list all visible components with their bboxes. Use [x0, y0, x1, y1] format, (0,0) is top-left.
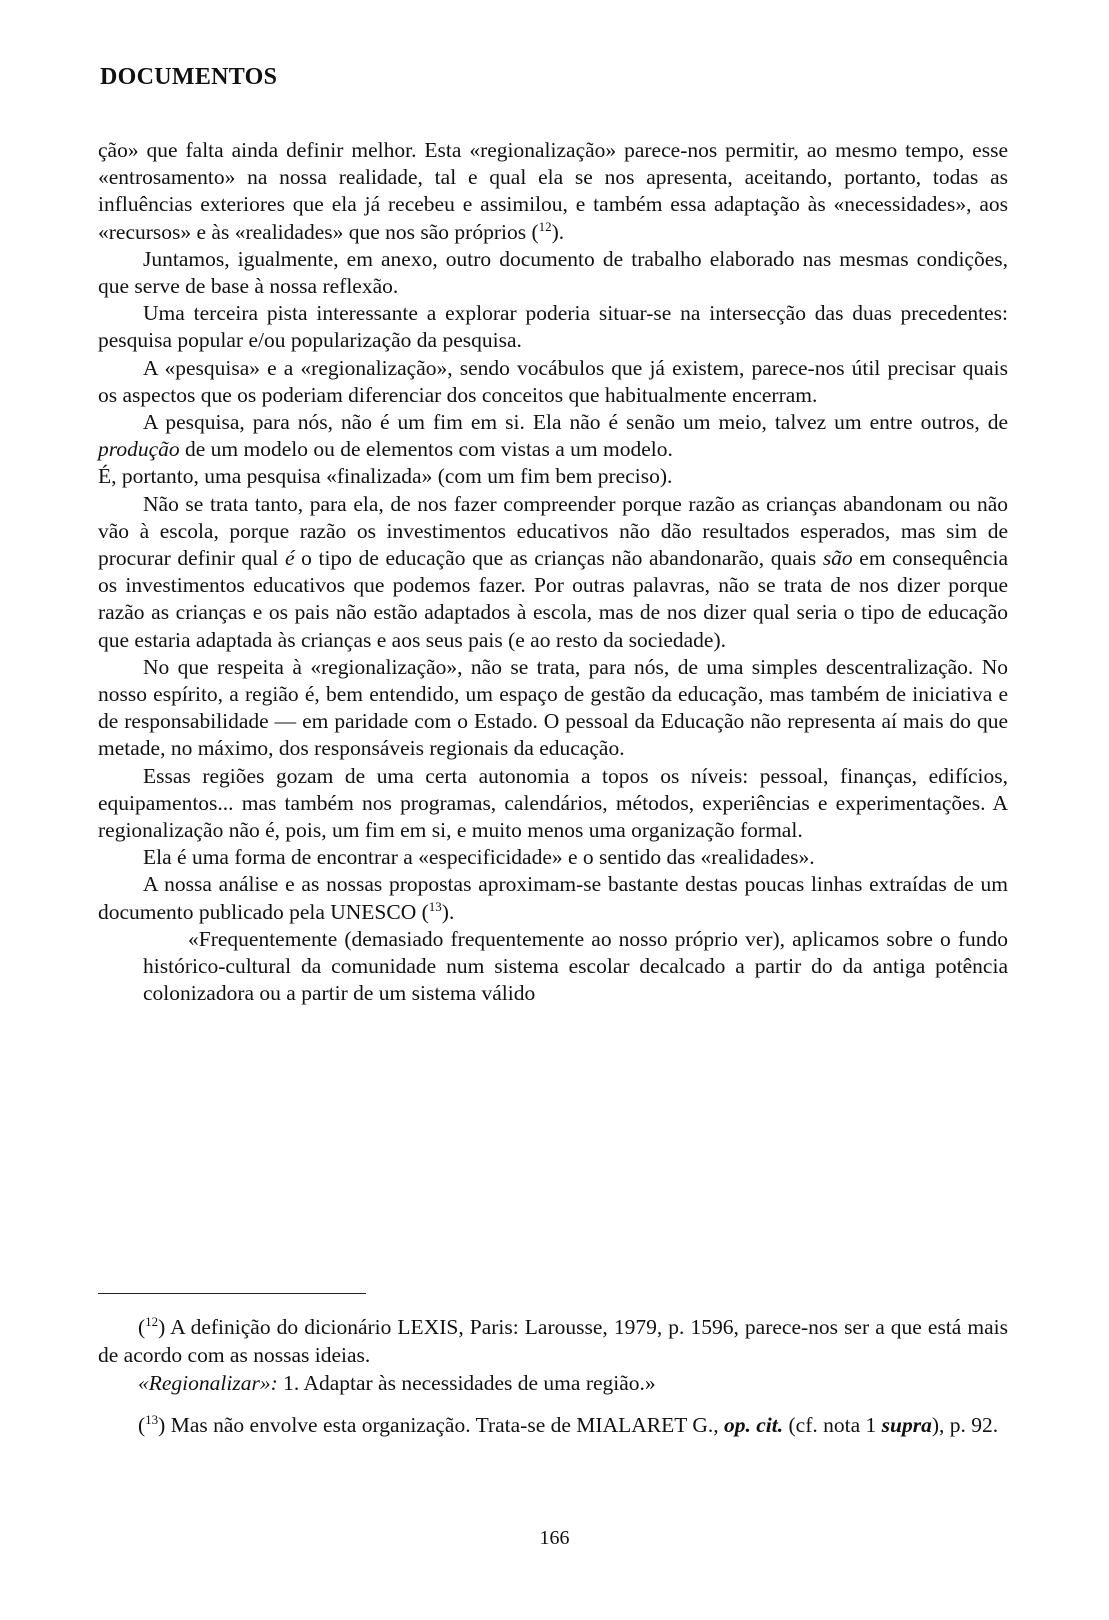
body-text [98, 137, 1008, 1008]
paragraph: Uma terceira pista interessante a explorar poderia situar-se na intersecção das duas precedentes: pesquisa popular e/ou popularização da pesquisa. [98, 301, 1008, 353]
italic-term: produção [98, 437, 180, 462]
paragraph: ção» que falta ainda definir melhor. Esta «regionalização» parece-nos permitir, ao mesmo tempo, esse «entrosamento» na nossa realidade, tal e qual ela se nos apresenta, aceitando, portanto, todas as influências exteriores que ela já recebeu e assimilou, e também essa adaptação às «necessidades», aos «recursos» e às «realidades» que nos são próprios ($^{12}$). [98, 138, 1008, 244]
footnote-12-definition: «Regionalizar»: 1. Adaptar às necessidades de uma região.» [138, 1371, 656, 1395]
footnote-ref: 13 [428, 898, 442, 914]
paragraph: Juntamos, igualmente, em anexo, outro documento de trabalho elaborado nas mesmas condições, que serve de base à nossa reflexão. [98, 246, 1008, 299]
footnote-12: ($^{12}$) A definição do dicionário LEXIS, Paris: Larousse, 1979, p. 1596, parece-nos ser a que está mais de acordo com as nossas ideias. [98, 1314, 1008, 1367]
section-header: DOCUMENTOS [100, 64, 278, 90]
italic-term: é [285, 546, 295, 571]
quote-paragraph: «Frequentemente (demasiado frequentemente ao nosso próprio ver), aplicamos sobre o fundo histórico-cultural da comunidade num sistema escolar decalcado a partir do da antiga potência colonizadora ou a partir de um sistema válido [143, 926, 1008, 1006]
paragraph: A nossa análise e as nossas propostas aproximam-se bastante destas poucas linhas extraídas de um documento publicado pela UNESCO ($^{13}$). [98, 872, 1008, 924]
footnote-ref: 12 [538, 218, 552, 234]
paragraph: É, portanto, uma pesquisa «finalizada» (com um fim bem preciso). [98, 464, 673, 489]
italic-term: são [822, 546, 853, 571]
paragraph: A «pesquisa» e a «regionalização», sendo vocábulos que já existem, parece-nos útil precisar quais os aspectos que os poderiam diferenciar dos conceitos que habitualmente encerram. [98, 355, 1008, 407]
footnote-divider [98, 1293, 366, 1294]
footnotes [98, 1313, 1008, 1439]
paragraph: No que respeita à «regionalização», não se trata, para nós, de uma simples descentralização. No nosso espírito, a região é, bem entendido, um espaço de gestão da educação, mas também de iniciativa e de responsabilidade — em paridade com o Estado. O pessoal da Educação não representa aí mais do que metade, no máximo, dos responsáveis regionais da educação. [98, 654, 1008, 761]
paragraph: Essas regiões gozam de uma certa autonomia a topos os níveis: pessoal, finanças, edifícios, equipamentos... mas também nos programas, calendários, métodos, experiências e experimentações. A regionalização não é, pois, um fim em si, e muito menos uma organização formal. [98, 763, 1008, 843]
page-number: 166 [539, 1527, 570, 1549]
paragraph: A pesquisa, para nós, não é um fim em si. Ela não é senão um meio, talvez um entre outros, de produção de um modelo ou de elementos com vistas a um modelo. [98, 410, 1008, 462]
paragraph: Ela é uma forma de encontrar a «especificidade» e o sentido das «realidades». [143, 845, 815, 870]
footnote-13: ($^{13}$) Mas não envolve esta organização. Trata-se de MIALARET G., op. cit. (cf. nota 1 supra), p. 92. [138, 1412, 999, 1437]
paragraph: Não se trata tanto, para ela, de nos fazer compreender porque razão as crianças abandonam ou não vão à escola, porque razão os investimentos educativos não dão resultados esperados, mas sim de procurar definir qual é o tipo de educação que as crianças não abandonarão, quais são em consequência os investimentos educativos que podemos fazer. Por outras palavras, não se trata de nos dizer porque razão as crianças e os pais não estão adaptados à escola, mas de nos dizer qual seria o tipo de educação que estaria adaptada às crianças e aos seus pais (e ao resto da sociedade). [98, 491, 1008, 652]
